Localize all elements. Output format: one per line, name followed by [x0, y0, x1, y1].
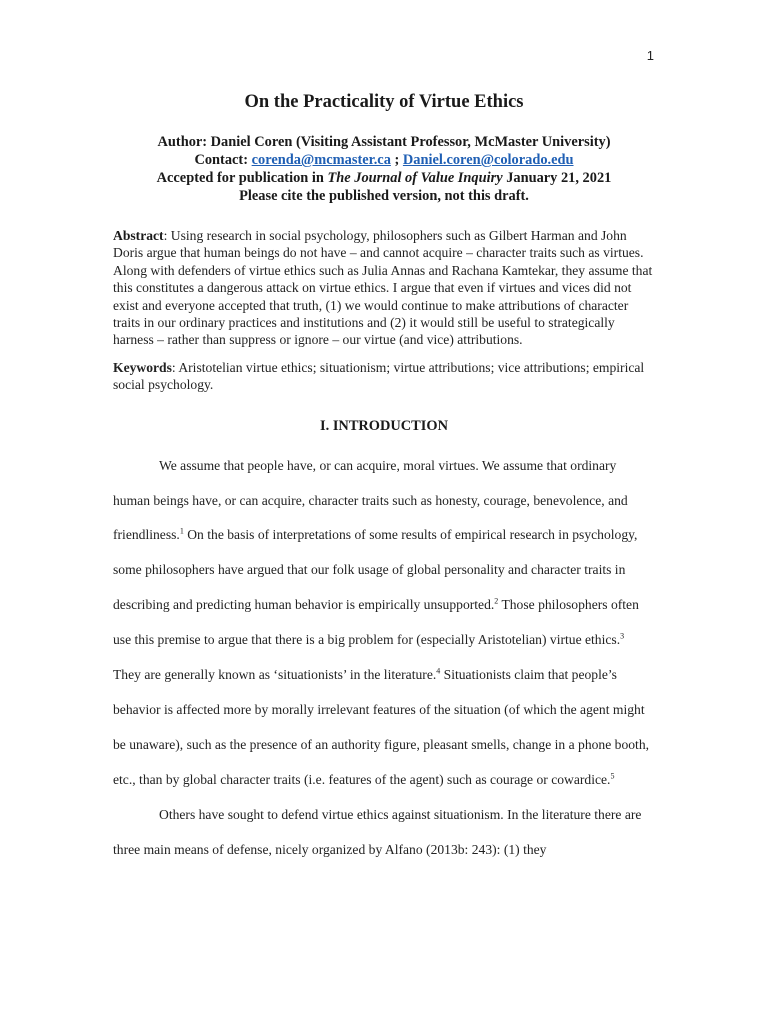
contact-line: [113, 151, 655, 169]
contact-label: Contact:: [194, 152, 252, 168]
footnote-marker[interactable]: 1: [179, 526, 184, 536]
body-paragraph-1: [113, 449, 655, 798]
footnote-marker[interactable]: 3: [620, 631, 625, 641]
keywords-label: Keywords: [113, 359, 172, 375]
body-paragraph-2: Others have sought to defend virtue ethics against situationism. In the literature there are three main means of defense, nicely organized by Alfano (2013b: 243): (1) they: [113, 806, 642, 857]
keywords: [113, 359, 655, 394]
author-line: Author: Daniel Coren (Visiting Assistant Professor, McMaster University): [157, 134, 611, 150]
accepted-prefix: Accepted for publication in: [156, 170, 328, 186]
section-heading: I. INTRODUCTION: [320, 417, 448, 434]
footnote-marker[interactable]: 2: [494, 596, 499, 606]
sentence: On the basis of interpretations of some results of empirical research in psychology, some philosophers have argued that our folk usage of global personality and character traits in describing and predicting human behavior is empirically unsupported.: [113, 527, 638, 613]
cite-note: Please cite the published version, not this draft.: [239, 188, 529, 204]
journal-name: The Journal of Value Inquiry: [327, 170, 503, 186]
abstract: [113, 227, 655, 349]
paper-metadata: [113, 133, 655, 205]
footnote-marker[interactable]: 4: [436, 666, 441, 676]
abstract-text: : Using research in social psychology, philosophers such as Gilbert Harman and John Doris argue that human beings do not have – and cannot acquire – character traits such as virtues. Along with defenders of virtue ethics such as Julia Annas and Rachana Kamtekar, they assume that this constitutes a dangerous attack on virtue ethics. I argue that even if virtues and vices did not exist and everyone accepted that truth, (1) we would continue to make attributions of character traits in our ordinary practices and institutions and (2) it would still be useful to strategically harness – rather than suppress or ignore – our virtue (and vice) attributions.: [113, 228, 653, 348]
accepted-date: January 21, 2021: [502, 170, 612, 186]
accepted-line: [113, 169, 655, 187]
sentence: Situationists claim that people’s behavior is affected more by morally irrelevant features of the situation (of which the agent might be unaware), such as the presence of an authority figure, pleasant smells, change in a phone booth, etc., than by global character traits (i.e. features of the agent) such as courage or cowardice.: [113, 667, 650, 787]
page-number: 1: [646, 48, 654, 63]
paper-title: On the Practicality of Virtue Ethics: [244, 92, 524, 112]
sentence: We assume that people have, or can acquire, moral virtues. We assume that ordinary human beings have, or can acquire, character traits such as honesty, courage, benevolence, and friendliness.: [113, 457, 628, 543]
keywords-text: : Aristotelian virtue ethics; situationism; virtue attributions; vice attributions; empirical social psychology.: [113, 359, 645, 393]
sentence: Those philosophers often use this premise to argue that there is a big problem for (especially Aristotelian) virtue ethics.: [113, 597, 639, 648]
sentence: They are generally known as ‘situationists’ in the literature.: [113, 667, 437, 683]
email-link-mcmaster[interactable]: corenda@mcmaster.ca: [251, 152, 391, 168]
footnote-marker[interactable]: 5: [610, 771, 615, 781]
email-link-colorado[interactable]: Daniel.coren@colorado.edu: [402, 152, 574, 168]
contact-separator: ;: [390, 152, 403, 168]
document-content: [113, 92, 655, 868]
abstract-label: Abstract: [113, 228, 164, 243]
